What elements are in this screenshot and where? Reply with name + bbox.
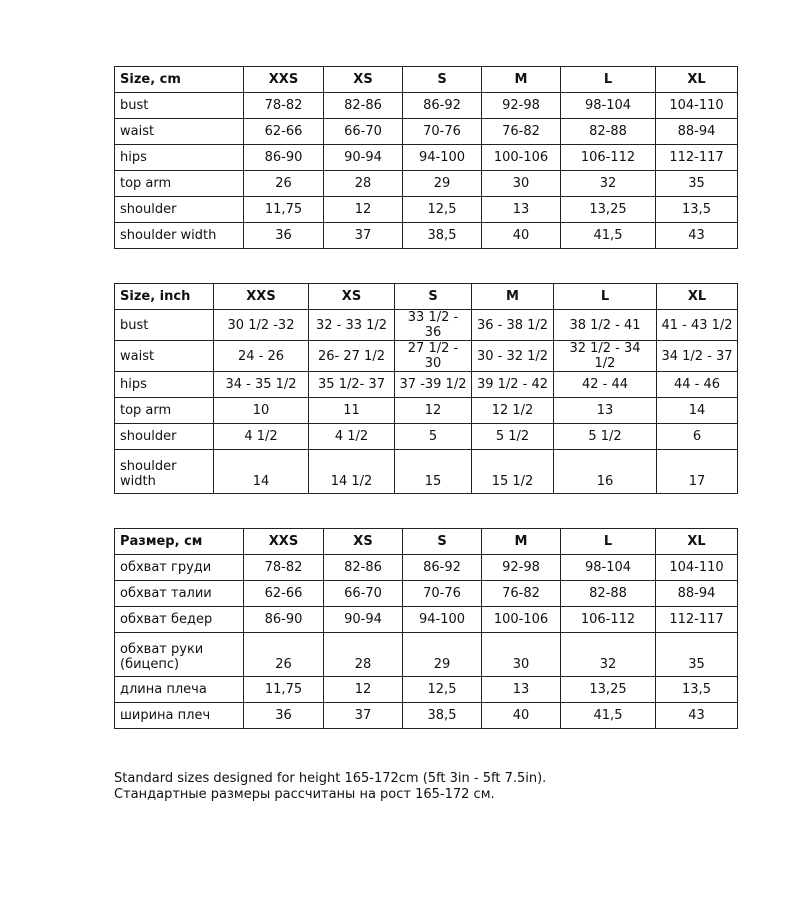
measurement-value: 38 1/2 - 41 <box>554 310 657 341</box>
table-row <box>115 145 738 171</box>
measurement-value: 32 <box>561 633 656 677</box>
size-header-cell: M <box>472 284 554 310</box>
table-row <box>115 424 738 450</box>
measurement-value: 94-100 <box>403 145 482 171</box>
measurement-label: shoulder <box>115 197 244 223</box>
size-header-cell: L <box>554 284 657 310</box>
measurement-value: 70-76 <box>403 119 482 145</box>
measurement-value: 12 <box>324 677 403 703</box>
header-label-cell: Size, inch <box>115 284 214 310</box>
size-header-cell: XL <box>656 529 738 555</box>
measurement-value: 13 <box>554 398 657 424</box>
measurement-value: 100-106 <box>482 607 561 633</box>
size-header-cell: M <box>482 67 561 93</box>
table-row <box>115 119 738 145</box>
measurement-value: 66-70 <box>324 581 403 607</box>
size-table-inch <box>114 283 738 494</box>
measurement-value: 35 <box>656 171 738 197</box>
table-row <box>115 341 738 372</box>
measurement-value: 26- 27 1/2 <box>309 341 395 372</box>
size-header-cell: S <box>403 67 482 93</box>
note-russian: Стандартные размеры рассчитаны на рост 165-172 см. <box>114 787 495 802</box>
measurement-value: 30 1/2 -32 <box>214 310 309 341</box>
table-row <box>115 398 738 424</box>
size-header-cell: XL <box>656 67 738 93</box>
measurement-value: 40 <box>482 223 561 249</box>
measurement-value: 41,5 <box>561 223 656 249</box>
table-row <box>115 450 738 494</box>
measurement-label: обхват бедер <box>115 607 244 633</box>
measurement-label: bust <box>115 310 214 341</box>
table-row <box>115 93 738 119</box>
measurement-value: 90-94 <box>324 145 403 171</box>
measurement-value: 78-82 <box>244 93 324 119</box>
measurement-value: 14 1/2 <box>309 450 395 494</box>
size-header-cell: S <box>403 529 482 555</box>
measurement-label: shoulder width <box>115 223 244 249</box>
measurement-value: 16 <box>554 450 657 494</box>
measurement-value: 66-70 <box>324 119 403 145</box>
measurement-label: ширина плеч <box>115 703 244 729</box>
measurement-value: 112-117 <box>656 607 738 633</box>
measurement-value: 98-104 <box>561 555 656 581</box>
measurement-value: 88-94 <box>656 581 738 607</box>
table-body <box>115 284 738 494</box>
size-header-cell: XL <box>657 284 738 310</box>
measurement-value: 13,25 <box>561 677 656 703</box>
measurement-value: 36 - 38 1/2 <box>472 310 554 341</box>
measurement-value: 82-86 <box>324 93 403 119</box>
size-header-cell: XXS <box>244 67 324 93</box>
table-row <box>115 703 738 729</box>
measurement-value: 76-82 <box>482 119 561 145</box>
measurement-label: hips <box>115 145 244 171</box>
measurement-value: 6 <box>657 424 738 450</box>
measurement-value: 62-66 <box>244 581 324 607</box>
measurement-value: 11,75 <box>244 197 324 223</box>
header-row <box>115 67 738 93</box>
measurement-value: 33 1/2 - 36 <box>395 310 472 341</box>
measurement-value: 90-94 <box>324 607 403 633</box>
measurement-label: top arm <box>115 171 244 197</box>
table-body <box>115 67 738 249</box>
header-row <box>115 284 738 310</box>
measurement-label: waist <box>115 341 214 372</box>
measurement-value: 13,25 <box>561 197 656 223</box>
measurement-value: 104-110 <box>656 555 738 581</box>
measurement-value: 106-112 <box>561 607 656 633</box>
measurement-value: 13,5 <box>656 197 738 223</box>
measurement-value: 34 1/2 - 37 <box>657 341 738 372</box>
measurement-value: 14 <box>657 398 738 424</box>
measurement-value: 70-76 <box>403 581 482 607</box>
measurement-value: 4 1/2 <box>309 424 395 450</box>
table-row <box>115 555 738 581</box>
measurement-value: 37 -39 1/2 <box>395 372 472 398</box>
measurement-value: 112-117 <box>656 145 738 171</box>
measurement-value: 88-94 <box>656 119 738 145</box>
measurement-value: 94-100 <box>403 607 482 633</box>
measurement-value: 12,5 <box>403 677 482 703</box>
measurement-value: 42 - 44 <box>554 372 657 398</box>
measurement-value: 12 1/2 <box>472 398 554 424</box>
measurement-value: 78-82 <box>244 555 324 581</box>
table-row <box>115 607 738 633</box>
measurement-value: 13 <box>482 197 561 223</box>
table-body <box>115 529 738 729</box>
measurement-value: 17 <box>657 450 738 494</box>
measurement-value: 39 1/2 - 42 <box>472 372 554 398</box>
measurement-value: 38,5 <box>403 703 482 729</box>
measurement-label: обхват талии <box>115 581 244 607</box>
measurement-value: 82-88 <box>561 119 656 145</box>
size-header-cell: L <box>561 529 656 555</box>
table-row <box>115 171 738 197</box>
measurement-value: 4 1/2 <box>214 424 309 450</box>
size-header-cell: M <box>482 529 561 555</box>
measurement-value: 28 <box>324 633 403 677</box>
size-table-ru <box>114 528 738 729</box>
measurement-value: 86-90 <box>244 607 324 633</box>
measurement-label: обхват груди <box>115 555 244 581</box>
measurement-value: 26 <box>244 171 324 197</box>
measurement-label: длина плеча <box>115 677 244 703</box>
table-row <box>115 372 738 398</box>
measurement-value: 35 1/2- 37 <box>309 372 395 398</box>
measurement-value: 34 - 35 1/2 <box>214 372 309 398</box>
measurement-value: 32 <box>561 171 656 197</box>
measurement-value: 12 <box>324 197 403 223</box>
table-row <box>115 677 738 703</box>
size-table-cm <box>114 66 738 249</box>
measurement-value: 29 <box>403 633 482 677</box>
measurement-value: 37 <box>324 703 403 729</box>
measurement-value: 36 <box>244 703 324 729</box>
measurement-label: обхват руки (бицепс) <box>115 633 244 677</box>
measurement-value: 30 - 32 1/2 <box>472 341 554 372</box>
measurement-value: 14 <box>214 450 309 494</box>
measurement-value: 13 <box>482 677 561 703</box>
measurement-value: 82-86 <box>324 555 403 581</box>
measurement-value: 13,5 <box>656 677 738 703</box>
measurement-value: 27 1/2 - 30 <box>395 341 472 372</box>
measurement-label: hips <box>115 372 214 398</box>
measurement-value: 35 <box>656 633 738 677</box>
measurement-value: 82-88 <box>561 581 656 607</box>
measurement-value: 62-66 <box>244 119 324 145</box>
size-header-cell: XS <box>309 284 395 310</box>
measurement-value: 30 <box>482 633 561 677</box>
measurement-value: 86-92 <box>403 93 482 119</box>
size-header-cell: S <box>395 284 472 310</box>
header-label-cell: Размер, см <box>115 529 244 555</box>
measurement-value: 86-92 <box>403 555 482 581</box>
measurement-value: 29 <box>403 171 482 197</box>
measurement-value: 32 - 33 1/2 <box>309 310 395 341</box>
measurement-value: 28 <box>324 171 403 197</box>
measurement-value: 86-90 <box>244 145 324 171</box>
table-row <box>115 581 738 607</box>
table-row <box>115 633 738 677</box>
measurement-label: top arm <box>115 398 214 424</box>
measurement-value: 43 <box>656 223 738 249</box>
measurement-value: 36 <box>244 223 324 249</box>
measurement-value: 43 <box>656 703 738 729</box>
measurement-value: 100-106 <box>482 145 561 171</box>
measurement-value: 24 - 26 <box>214 341 309 372</box>
measurement-value: 11 <box>309 398 395 424</box>
measurement-value: 40 <box>482 703 561 729</box>
measurement-value: 26 <box>244 633 324 677</box>
measurement-value: 32 1/2 - 34 1/2 <box>554 341 657 372</box>
measurement-value: 12,5 <box>403 197 482 223</box>
measurement-value: 106-112 <box>561 145 656 171</box>
measurement-value: 92-98 <box>482 555 561 581</box>
size-notes <box>114 771 546 803</box>
measurement-value: 38,5 <box>403 223 482 249</box>
measurement-value: 15 <box>395 450 472 494</box>
measurement-label: shoulder <box>115 424 214 450</box>
size-header-cell: L <box>561 67 656 93</box>
measurement-value: 12 <box>395 398 472 424</box>
header-row <box>115 529 738 555</box>
measurement-value: 30 <box>482 171 561 197</box>
measurement-value: 5 <box>395 424 472 450</box>
measurement-value: 10 <box>214 398 309 424</box>
table-row <box>115 310 738 341</box>
measurement-label: bust <box>115 93 244 119</box>
measurement-value: 15 1/2 <box>472 450 554 494</box>
size-header-cell: XS <box>324 529 403 555</box>
measurement-value: 104-110 <box>656 93 738 119</box>
note-english: Standard sizes designed for height 165-172cm (5ft 3in - 5ft 7.5in). <box>114 771 547 786</box>
measurement-value: 92-98 <box>482 93 561 119</box>
measurement-value: 5 1/2 <box>472 424 554 450</box>
measurement-value: 37 <box>324 223 403 249</box>
measurement-label: waist <box>115 119 244 145</box>
measurement-value: 41 - 43 1/2 <box>657 310 738 341</box>
table-row <box>115 223 738 249</box>
measurement-value: 76-82 <box>482 581 561 607</box>
measurement-value: 11,75 <box>244 677 324 703</box>
measurement-value: 5 1/2 <box>554 424 657 450</box>
table-row <box>115 197 738 223</box>
size-header-cell: XXS <box>214 284 309 310</box>
measurement-value: 98-104 <box>561 93 656 119</box>
measurement-value: 44 - 46 <box>657 372 738 398</box>
size-header-cell: XXS <box>244 529 324 555</box>
size-header-cell: XS <box>324 67 403 93</box>
header-label-cell: Size, cm <box>115 67 244 93</box>
measurement-label: shoulder width <box>115 450 214 494</box>
measurement-value: 41,5 <box>561 703 656 729</box>
